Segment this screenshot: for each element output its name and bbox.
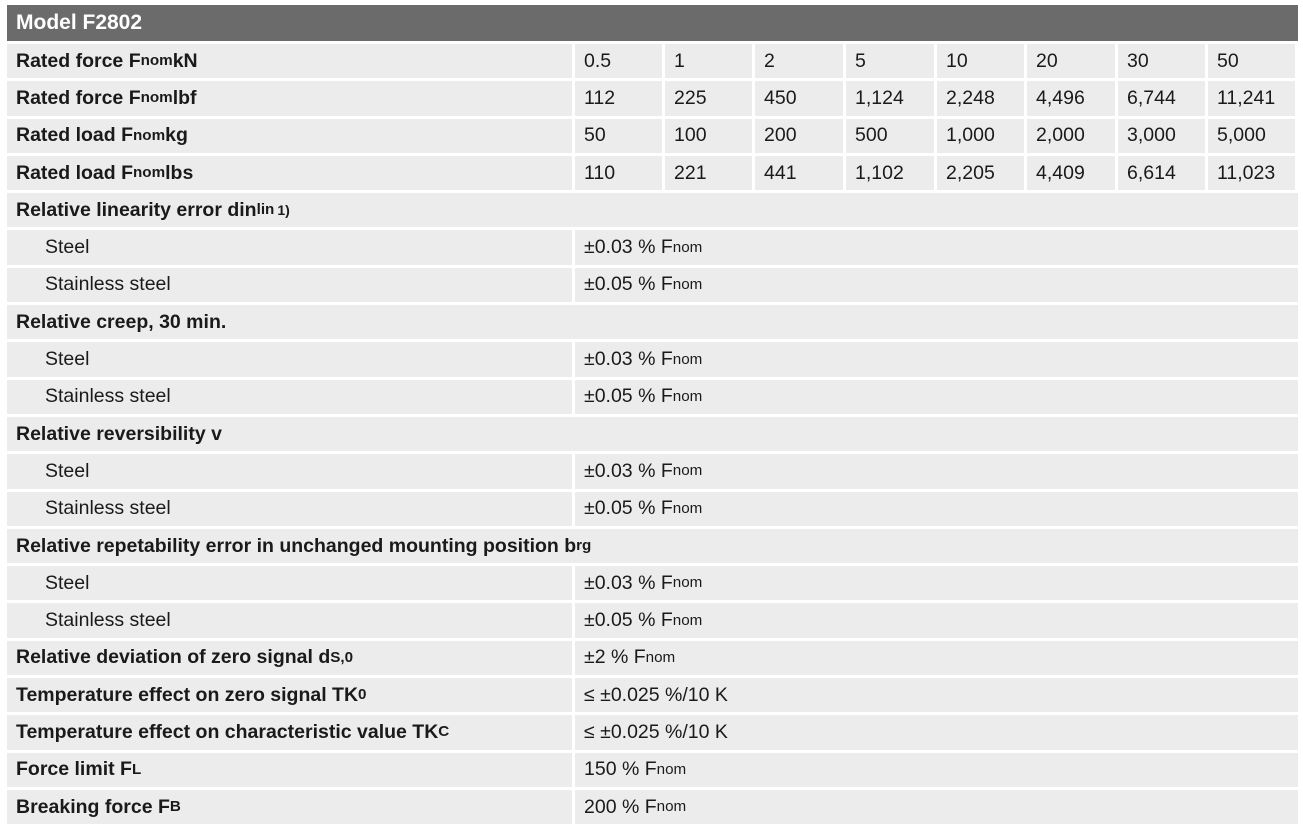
cell-text: ±0.03 % F [584, 348, 673, 371]
value-cell: 20 [1027, 44, 1115, 78]
value-cell: 5 [846, 44, 934, 78]
row-label: Steel [7, 342, 572, 376]
cell-text: Force limit F [16, 758, 132, 781]
cell-text: Relative repetability error in unchanged mounting position b [16, 534, 577, 557]
value-cell: 2,205 [937, 156, 1024, 190]
rated-values-section [7, 44, 1298, 190]
cell-text: ±0.05 % F [584, 273, 673, 296]
value-cell: 200 % F nom [575, 790, 1298, 824]
value-cell: 2,248 [937, 81, 1024, 115]
cell-text: Relative reversibility v [16, 422, 222, 445]
group-header-row [7, 529, 1298, 563]
cell-text: ±0.05 % F [584, 609, 673, 632]
cell-text: ±0.05 % F [584, 385, 673, 408]
table-title: Model F2802 [7, 5, 1298, 41]
group-label: Relative repetability error in unchanged mounting position b rg [7, 529, 1298, 563]
value-cell: 30 [1118, 44, 1205, 78]
table-row [7, 44, 1298, 78]
group-label [7, 305, 1298, 339]
limits-section [7, 641, 1298, 824]
cell-text: Temperature effect on characteristic value TK [16, 720, 439, 743]
cell-text: Relative linearity error din [16, 198, 257, 221]
table-row [7, 156, 1298, 190]
value-cell: ±0.03 % F nom [575, 454, 1298, 488]
cell-text: ±0.03 % F [584, 459, 673, 482]
value-cell: 100 [665, 119, 752, 153]
row-label: Rated load F nom kg [7, 119, 572, 153]
unit-text: kN [172, 49, 198, 72]
table-row [7, 342, 1298, 376]
value-cell: ±0.05 % F nom [575, 380, 1298, 414]
value-cell: 1 [665, 44, 752, 78]
cell-text: Relative deviation of zero signal d [16, 646, 331, 669]
value-cell: 50 [575, 119, 662, 153]
value-cell: ±0.03 % F nom [575, 566, 1298, 600]
accuracy-section [7, 193, 1298, 638]
value-cell: ±0.05 % F nom [575, 268, 1298, 302]
spec-table [7, 5, 1298, 827]
value-cell: 221 [665, 156, 752, 190]
cell-text: ±0.03 % F [584, 571, 673, 594]
value-cell: 4,409 [1027, 156, 1115, 190]
row-label: Stainless steel [7, 603, 572, 637]
cell-text: Rated load F [16, 161, 134, 184]
cell-text: Relative creep, 30 min. [16, 310, 227, 333]
row-label: Stainless steel [7, 492, 572, 526]
cell-text: Breaking force F [16, 795, 170, 818]
table-row [7, 715, 1298, 749]
value-cell: 10 [937, 44, 1024, 78]
row-label: Steel [7, 566, 572, 600]
value-cell: ±0.03 % F nom [575, 342, 1298, 376]
value-cell: 150 % F nom [575, 753, 1298, 787]
cell-text: Rated force F [16, 49, 141, 72]
row-label: Stainless steel [7, 268, 572, 302]
table-row [7, 268, 1298, 302]
table-row [7, 454, 1298, 488]
value-cell: 5,000 [1208, 119, 1295, 153]
value-cell: 225 [665, 81, 752, 115]
group-label: Relative linearity error din lin 1) [7, 193, 1298, 227]
cell-text: ±0.03 % F [584, 236, 673, 259]
unit-text: kg [165, 124, 188, 147]
group-header-row [7, 305, 1298, 339]
value-cell: ±0.03 % F nom [575, 230, 1298, 264]
value-cell: ±0.05 % F nom [575, 603, 1298, 637]
row-label: Rated force F nom lbf [7, 81, 572, 115]
value-cell: 4,496 [1027, 81, 1115, 115]
cell-text: 200 % F [584, 795, 657, 818]
value-cell: 11,241 [1208, 81, 1295, 115]
value-cell: 11,023 [1208, 156, 1295, 190]
row-label: Breaking force F B [7, 790, 572, 824]
row-label: Temperature effect on zero signal TK 0 [7, 678, 572, 712]
table-row [7, 566, 1298, 600]
unit-text: lbs [165, 161, 194, 184]
value-cell: 500 [846, 119, 934, 153]
table-row [7, 230, 1298, 264]
value-cell: 110 [575, 156, 662, 190]
value-cell: 6,744 [1118, 81, 1205, 115]
value-cell [575, 678, 1298, 712]
value-cell: 1,102 [846, 156, 934, 190]
value-cell: ±0.05 % F nom [575, 492, 1298, 526]
cell-text: ±2 % F [584, 646, 646, 669]
row-label: Rated load F nom lbs [7, 156, 572, 190]
table-row [7, 119, 1298, 153]
value-cell: 0.5 [575, 44, 662, 78]
cell-text: 150 % F [584, 758, 657, 781]
row-label: Temperature effect on characteristic value TK C [7, 715, 572, 749]
group-label [7, 417, 1298, 451]
table-row [7, 641, 1298, 675]
group-header-row [7, 193, 1298, 227]
row-label: Steel [7, 454, 572, 488]
value-cell: 3,000 [1118, 119, 1205, 153]
unit-text: lbf [172, 86, 197, 109]
table-row [7, 678, 1298, 712]
cell-text: ≤ ±0.025 %/10 K [584, 720, 728, 743]
row-label: Force limit F L [7, 753, 572, 787]
value-cell: 112 [575, 81, 662, 115]
table-row [7, 380, 1298, 414]
cell-text: Rated load F [16, 124, 134, 147]
value-cell [575, 715, 1298, 749]
row-label: Steel [7, 230, 572, 264]
group-header-row [7, 417, 1298, 451]
value-cell: 441 [755, 156, 843, 190]
value-cell: 1,124 [846, 81, 934, 115]
table-row [7, 790, 1298, 824]
table-row [7, 753, 1298, 787]
cell-text: Temperature effect on zero signal TK [16, 683, 359, 706]
cell-text: ≤ ±0.025 %/10 K [584, 683, 728, 706]
value-cell: ±2 % F nom [575, 641, 1298, 675]
value-cell: 2 [755, 44, 843, 78]
table-row [7, 492, 1298, 526]
row-label: Stainless steel [7, 380, 572, 414]
value-cell: 50 [1208, 44, 1295, 78]
value-cell: 6,614 [1118, 156, 1205, 190]
row-label: Rated force F nom kN [7, 44, 572, 78]
table-row [7, 603, 1298, 637]
table-row [7, 81, 1298, 115]
cell-text: ±0.05 % F [584, 497, 673, 520]
value-cell: 200 [755, 119, 843, 153]
value-cell: 450 [755, 81, 843, 115]
row-label: Relative deviation of zero signal d S,0 [7, 641, 572, 675]
value-cell: 2,000 [1027, 119, 1115, 153]
cell-text: Rated force F [16, 86, 141, 109]
value-cell: 1,000 [937, 119, 1024, 153]
